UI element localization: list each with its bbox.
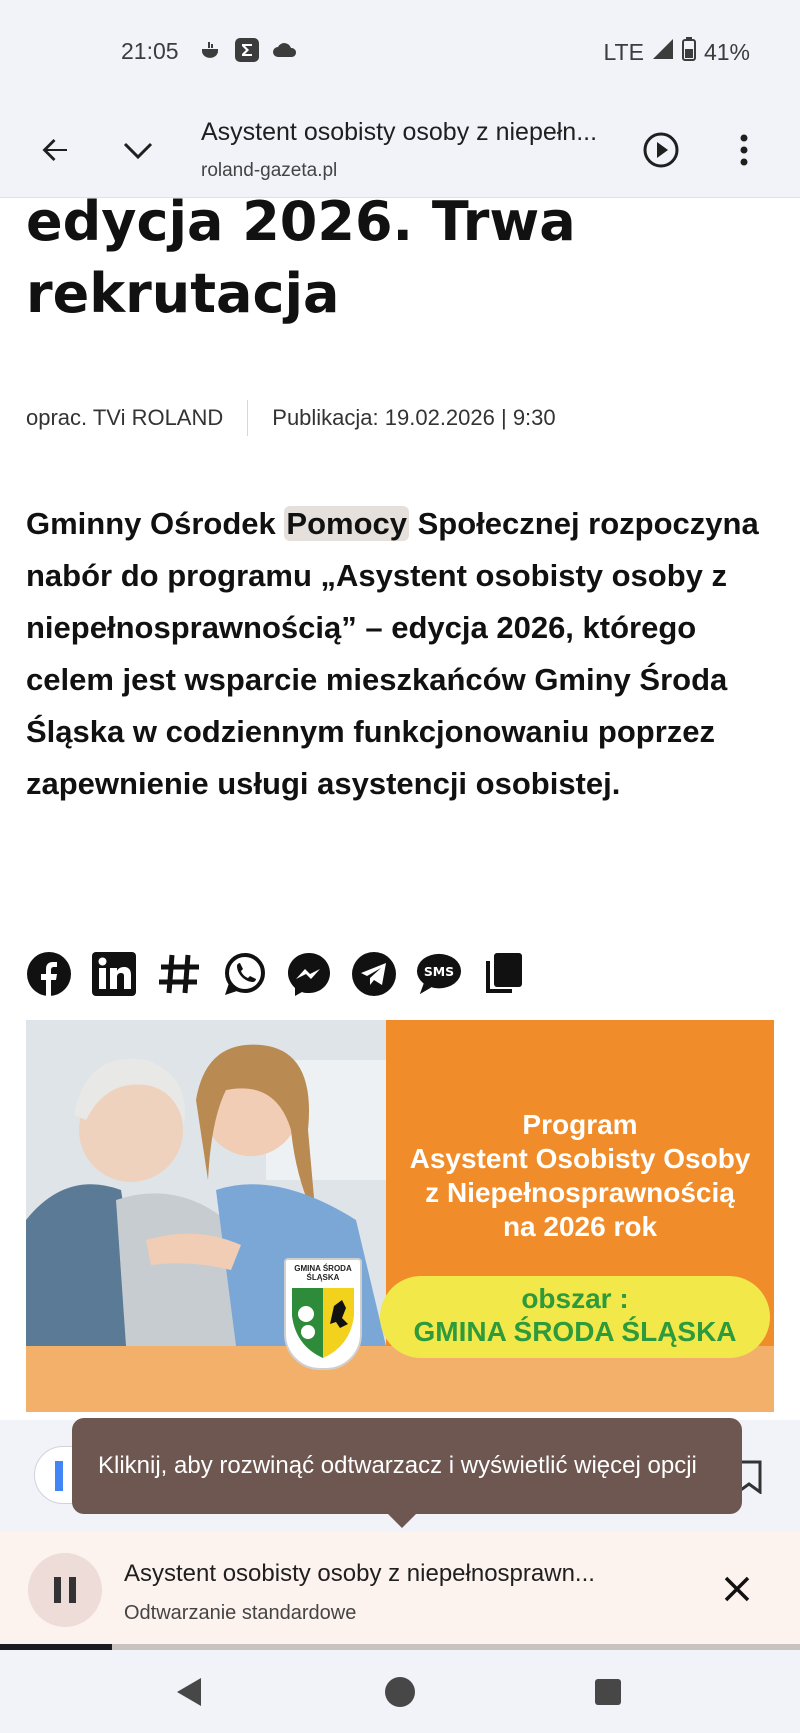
banner-title xyxy=(386,1108,774,1244)
back-button[interactable] xyxy=(27,124,83,180)
more-options-button[interactable] xyxy=(716,124,772,180)
page-url: roland-gazeta.pl xyxy=(201,160,338,181)
facebook-icon[interactable] xyxy=(26,951,72,997)
gmina-crest xyxy=(284,1258,362,1370)
listen-button[interactable] xyxy=(633,124,689,180)
article-date: Publikacja: 19.02.2026 | 9:30 xyxy=(272,405,556,430)
banner-title-line: na 2026 rok xyxy=(502,1211,658,1242)
article-content[interactable] xyxy=(0,198,800,1420)
sms-icon[interactable] xyxy=(416,951,462,997)
lead-highlight[interactable]: Pomocy xyxy=(286,506,408,541)
linkedin-icon[interactable] xyxy=(91,951,137,997)
article-meta xyxy=(26,398,556,438)
player-title: Asystent osobisty osoby z niepełnosprawn... xyxy=(124,1560,595,1587)
pill-label: obszar : xyxy=(521,1283,629,1314)
play-icon xyxy=(642,131,680,174)
network-label: LTE xyxy=(603,38,644,65)
status-time: 21:05 xyxy=(121,38,179,64)
battery-icon xyxy=(682,37,696,67)
notification-icons xyxy=(198,38,298,66)
lead-text-start: Gminny Ośrodek xyxy=(26,506,285,541)
browser-toolbar xyxy=(0,104,800,198)
banner-title-line: z Niepełnosprawnością xyxy=(425,1177,735,1208)
player-subtitle: Odtwarzanie standardowe xyxy=(124,1602,357,1624)
cooking-app-icon xyxy=(198,38,222,67)
banner-title-line: Program xyxy=(522,1109,638,1140)
article-banner-image[interactable] xyxy=(26,1020,774,1412)
nav-home-icon xyxy=(384,1676,416,1708)
player-tooltip[interactable] xyxy=(72,1418,742,1514)
sms-icon-label: SMS xyxy=(423,963,455,979)
page-title: Asystent osobisty osoby z niepełn... xyxy=(201,118,598,146)
tooltip-arrow xyxy=(386,1512,418,1528)
close-icon xyxy=(723,1575,751,1603)
copy-icon[interactable] xyxy=(481,951,527,997)
status-right xyxy=(603,38,750,66)
mini-player[interactable] xyxy=(0,1532,800,1644)
article-lead xyxy=(26,498,766,810)
nav-recents-button[interactable] xyxy=(588,1672,628,1712)
nav-back-button[interactable] xyxy=(170,1672,210,1712)
pause-button[interactable] xyxy=(28,1553,102,1627)
minimize-button[interactable] xyxy=(110,124,166,180)
crest-shield-icon xyxy=(286,1286,360,1366)
messenger-icon[interactable] xyxy=(286,951,332,997)
share-bar xyxy=(26,946,527,1002)
banner-area-pill xyxy=(380,1276,770,1358)
system-nav-bar xyxy=(0,1650,800,1733)
chevron-down-icon xyxy=(121,133,155,172)
back-arrow-icon xyxy=(39,134,71,171)
tooltip-text: Kliknij, aby rozwinąć odtwarzacz i wyświetlić więcej opcji xyxy=(98,1452,697,1479)
player-close-button[interactable] xyxy=(712,1564,762,1614)
whatsapp-icon[interactable] xyxy=(221,951,267,997)
article-author: oprac. TVi ROLAND xyxy=(26,405,224,430)
crest-label: GMINA ŚRODA ŚLĄSKA xyxy=(294,1264,352,1282)
battery-level: 41% xyxy=(703,38,750,65)
meta-divider xyxy=(247,400,248,436)
telegram-icon[interactable] xyxy=(351,951,397,997)
nav-recents-icon xyxy=(594,1678,622,1706)
hashtag-icon[interactable] xyxy=(156,951,202,997)
nav-back-icon xyxy=(175,1676,205,1708)
status-bar xyxy=(0,0,800,104)
pill-value: GMINA ŚRODA ŚLĄSKA xyxy=(413,1316,737,1347)
sigma-app-icon xyxy=(234,37,260,68)
cloud-icon xyxy=(272,40,298,65)
article-headline: edycja 2026. Trwa rekrutacja xyxy=(26,198,576,325)
more-vert-icon xyxy=(739,134,749,171)
nav-home-button[interactable] xyxy=(380,1672,420,1712)
banner-title-line: Asystent Osobisty Osoby xyxy=(409,1143,751,1174)
signal-icon xyxy=(652,38,674,66)
pause-icon xyxy=(52,1575,78,1605)
lead-text-end: Społecznej rozpoczyna nabór do programu „Asystent osobisty osoby z niepełnosprawnością” – edycja 2026, którego celem jest wsparcie mieszkańców Gminy Środa Śląska w codziennym funkcjonowaniu poprzez zapewnienie usługi asystencji osobistej. xyxy=(26,506,759,801)
